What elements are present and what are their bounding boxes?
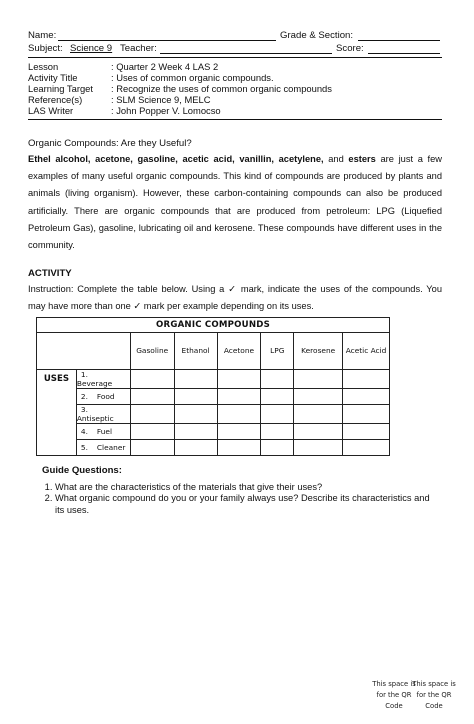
row-label: Fuel: [96, 427, 113, 436]
row-number: 5.: [80, 443, 88, 452]
answer-cell[interactable]: [217, 424, 261, 440]
answer-cell[interactable]: [130, 370, 174, 389]
guide-question: 2. What organic compound do you or your family always use? Describe its characteristics and its uses.: [55, 493, 439, 516]
answer-cell[interactable]: [343, 440, 390, 456]
answer-cell[interactable]: [343, 389, 390, 405]
row-label: Antiseptic: [76, 414, 114, 423]
row-label: Cleaner: [96, 443, 126, 452]
answer-cell[interactable]: [217, 405, 261, 424]
row-label: Food: [96, 392, 115, 401]
answer-cell[interactable]: [130, 440, 174, 456]
answer-cell[interactable]: [261, 405, 294, 424]
qr-code-note: This space is for the QR Code: [412, 680, 456, 710]
intro-bold-lead: Ethel alcohol, acetone, gasoline, acetic acid, vanillin, acetylene,: [28, 154, 324, 164]
answer-cell[interactable]: [294, 405, 343, 424]
intro-body: are just a few examples of many useful organic compounds. This kind of compounds are produced by plants and animals (living organism). However, these carbon-containing compounds can also be produced artificially. There are organic compounds that are produced from petroleum: LPG (Liquefied Petroleum Gas), gasoline, lubricating oil and kerosene. These compounds have different uses in the community.: [28, 154, 442, 251]
meta-value: : John Popper V. Lomocso: [111, 105, 221, 116]
meta-divider: [28, 119, 442, 120]
meta-label: Lesson: [28, 61, 59, 72]
row-number: 4.: [80, 427, 88, 436]
answer-cell[interactable]: [174, 370, 217, 389]
subject-label: Subject:: [28, 43, 63, 54]
subject-value: Science 9: [70, 43, 113, 54]
answer-cell[interactable]: [343, 424, 390, 440]
guide-questions-list: [42, 482, 439, 516]
score-label: Score:: [336, 43, 364, 54]
meta-label: Reference(s): [28, 94, 83, 105]
grade-section-field[interactable]: [358, 40, 440, 41]
answer-cell[interactable]: [343, 405, 390, 424]
meta-value: : SLM Science 9, MELC: [111, 94, 211, 105]
organic-compounds-table: [36, 317, 390, 456]
meta-value: : Recognize the uses of common organic compounds: [111, 83, 332, 94]
meta-value: : Quarter 2 Week 4 LAS 2: [111, 61, 219, 72]
answer-cell[interactable]: [261, 440, 294, 456]
column-header: Gasoline: [130, 333, 174, 370]
table-row: [37, 370, 390, 389]
answer-cell[interactable]: [174, 405, 217, 424]
table-row: [37, 440, 390, 456]
answer-cell[interactable]: [174, 424, 217, 440]
guide-question: 1. What are the characteristics of the materials that give their uses?: [55, 482, 439, 493]
row-number: 1.: [80, 370, 88, 379]
answer-cell[interactable]: [261, 389, 294, 405]
column-header: Acetone: [217, 333, 261, 370]
answer-cell[interactable]: [217, 389, 261, 405]
top-divider: [28, 57, 442, 58]
teacher-field[interactable]: [160, 53, 332, 54]
column-header: Kerosene: [294, 333, 343, 370]
answer-cell[interactable]: [261, 370, 294, 389]
score-field[interactable]: [368, 53, 440, 54]
guide-heading: Guide Questions:: [42, 465, 122, 476]
answer-cell[interactable]: [130, 424, 174, 440]
answer-cell[interactable]: [261, 424, 294, 440]
column-header: Acetic Acid: [343, 333, 390, 370]
name-label: Name:: [28, 30, 57, 41]
answer-cell[interactable]: [130, 389, 174, 405]
column-header: Ethanol: [174, 333, 217, 370]
answer-cell[interactable]: [130, 405, 174, 424]
intro-heading: Organic Compounds: Are they Useful?: [28, 138, 192, 149]
table-row: [37, 424, 390, 440]
answer-cell[interactable]: [343, 370, 390, 389]
row-number: 3.: [80, 405, 88, 414]
meta-value: : Uses of common organic compounds.: [111, 72, 274, 83]
answer-cell[interactable]: [294, 370, 343, 389]
answer-cell[interactable]: [174, 440, 217, 456]
table-title: ORGANIC COMPOUNDS: [37, 318, 390, 333]
answer-cell[interactable]: [174, 389, 217, 405]
answer-cell[interactable]: [294, 424, 343, 440]
column-header: LPG: [261, 333, 294, 370]
table-row: [37, 405, 390, 424]
intro-bold-esters: esters: [348, 154, 376, 164]
meta-label: Activity Title: [28, 72, 78, 83]
row-number: 2.: [80, 392, 88, 401]
answer-cell[interactable]: [217, 370, 261, 389]
table-row: [37, 389, 390, 405]
meta-label: Learning Target: [28, 83, 93, 94]
intro-and: and: [323, 154, 349, 164]
meta-label: LAS Writer: [28, 105, 74, 116]
answer-cell[interactable]: [294, 389, 343, 405]
answer-cell[interactable]: [294, 440, 343, 456]
name-field[interactable]: [58, 40, 276, 41]
teacher-label: Teacher:: [120, 43, 157, 54]
qr-code-note: This space is for the QR Code: [372, 680, 416, 710]
grade-section-label: Grade & Section:: [280, 30, 354, 41]
answer-cell[interactable]: [217, 440, 261, 456]
activity-instruction: Instruction: Complete the table below. Using a ✓ mark, indicate the uses of the compounds. You may have more than one ✓ mark per example depending on its uses.: [28, 284, 442, 312]
intro-paragraph: [28, 151, 442, 254]
table-corner-cell: [37, 333, 131, 370]
uses-label: USES: [37, 370, 77, 456]
row-label: Beverage: [76, 379, 113, 388]
activity-heading: ACTIVITY: [28, 268, 72, 279]
